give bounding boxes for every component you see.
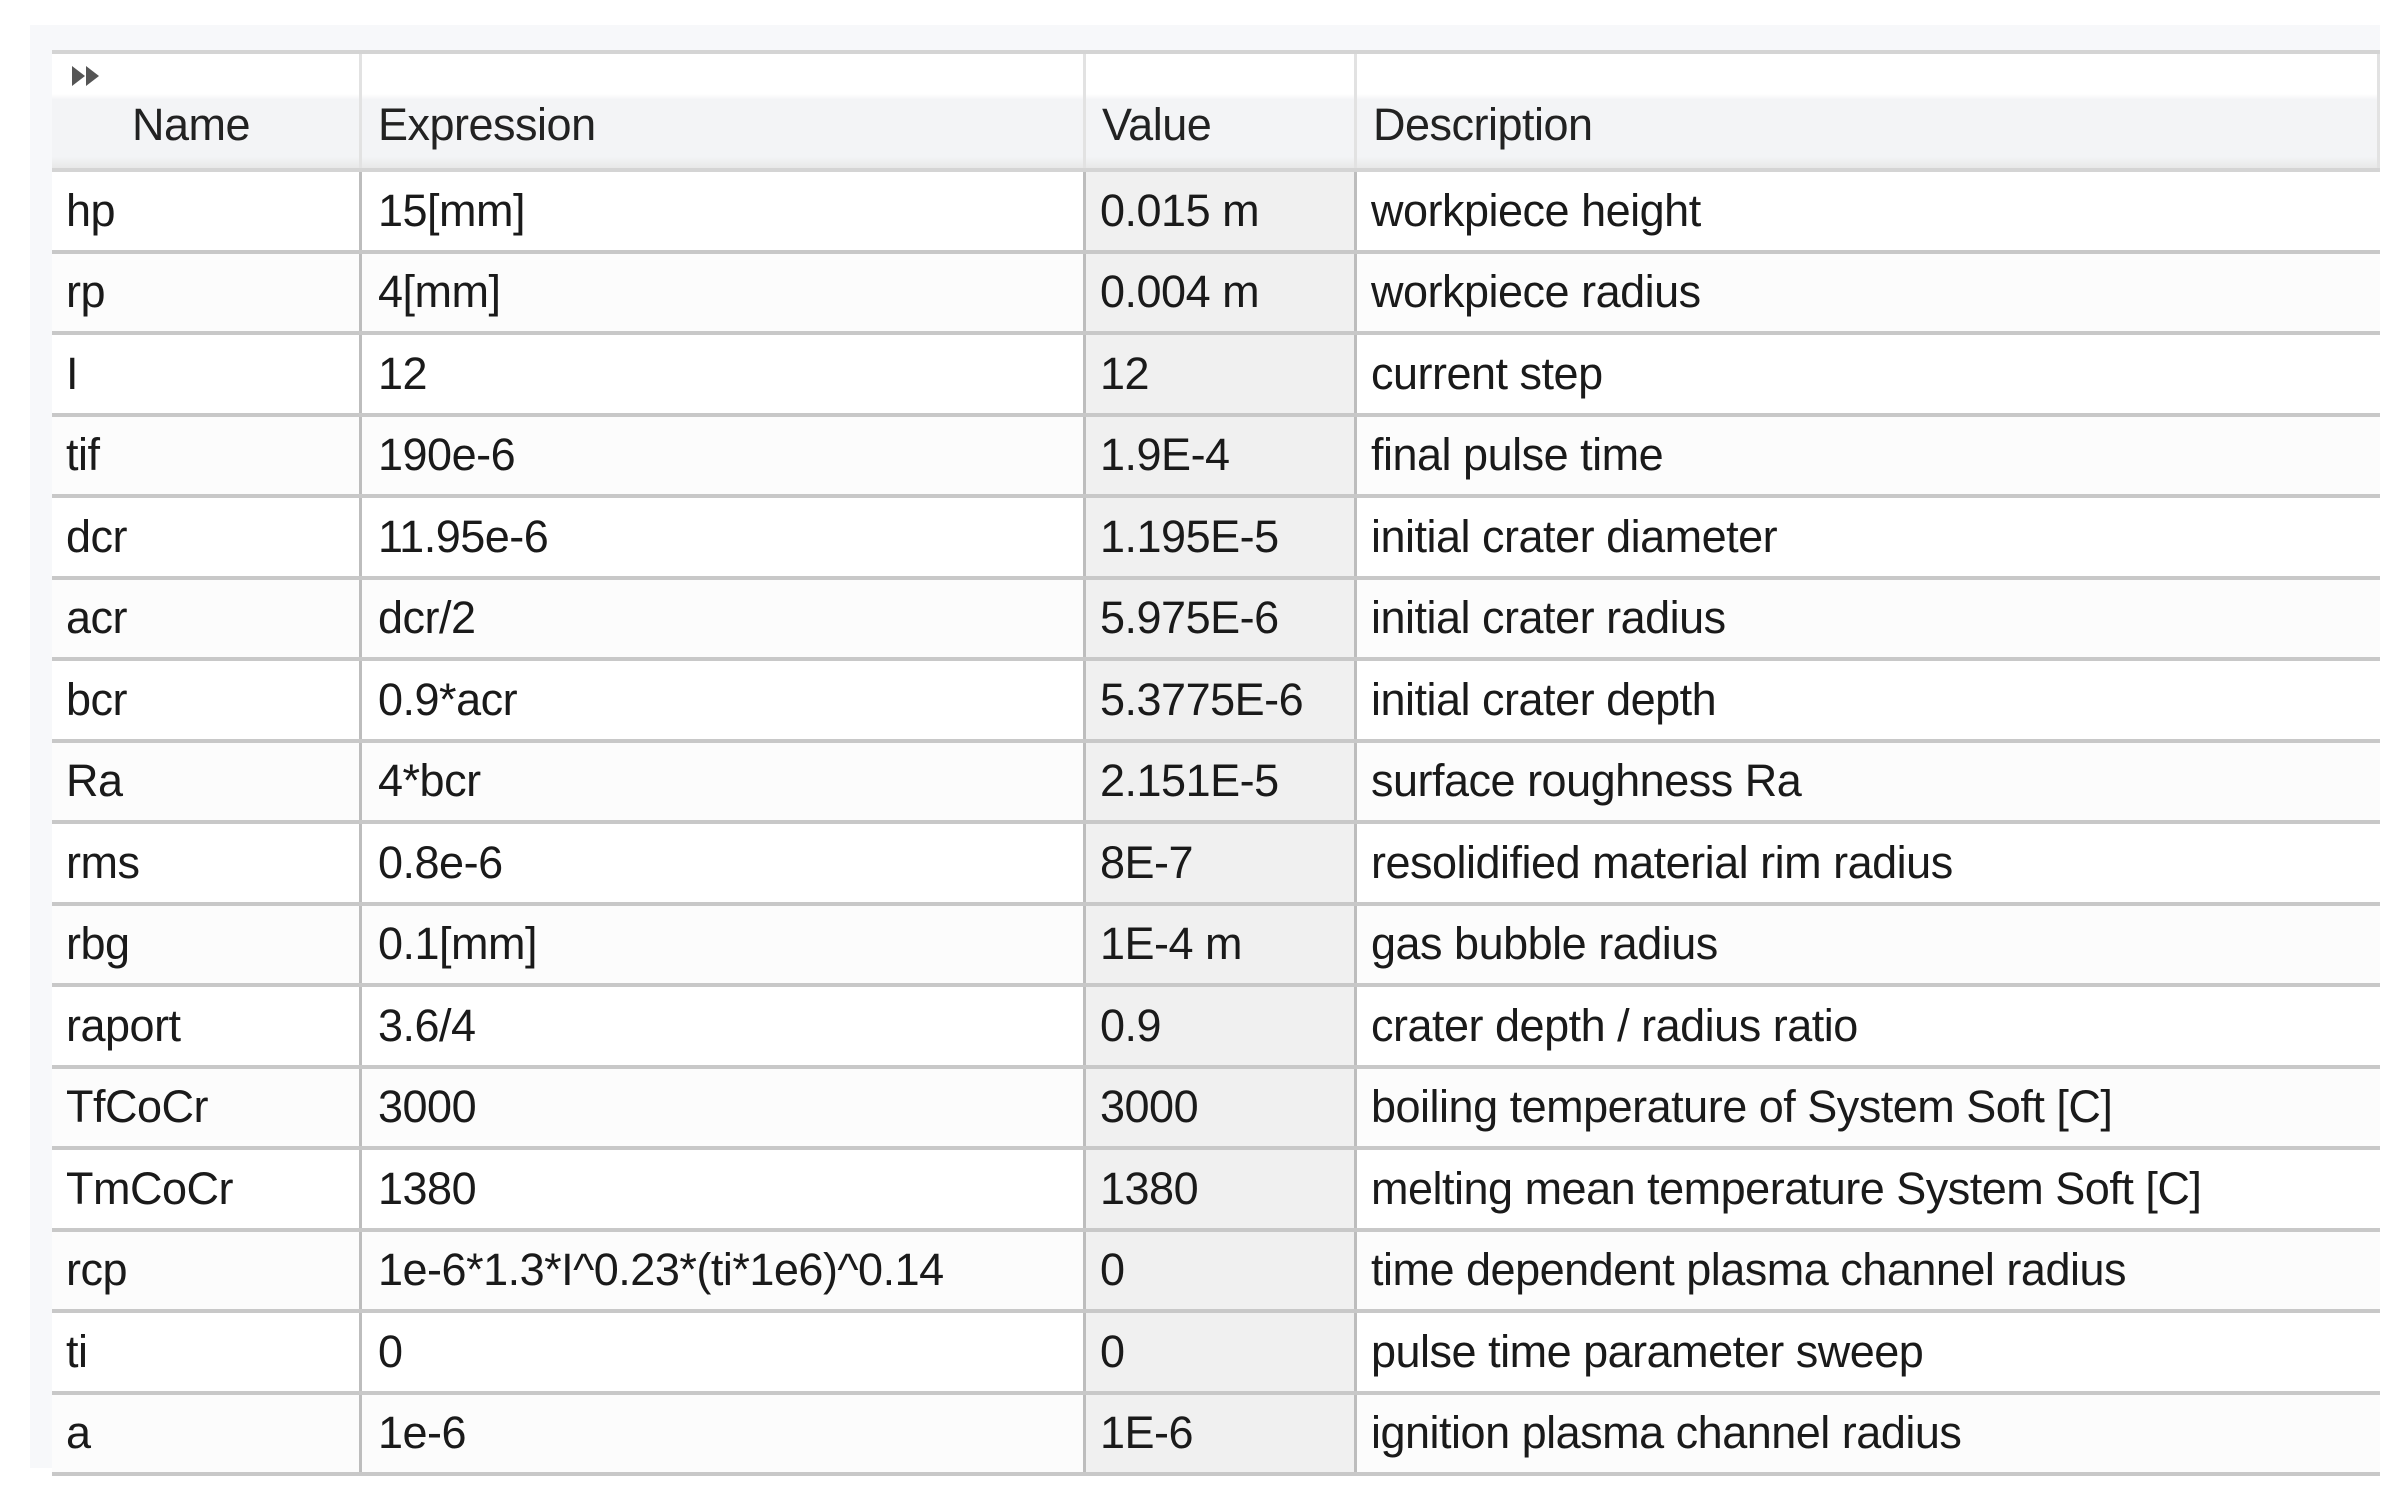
description-cell[interactable]: crater depth / radius ratio — [1371, 999, 1858, 1051]
name-cell[interactable]: rp — [52, 254, 362, 332]
expression-cell[interactable]: 15[mm] — [362, 172, 1086, 250]
table-row[interactable] — [52, 498, 2380, 580]
description-cell[interactable]: gas bubble radius — [1371, 918, 1718, 970]
table-row[interactable] — [52, 254, 2380, 336]
column-header-name[interactable] — [52, 54, 362, 168]
expression-cell[interactable]: 11.95e-6 — [362, 498, 1086, 576]
expression-cell[interactable]: 4*bcr — [362, 743, 1086, 821]
expression-cell[interactable]: 4[mm] — [362, 254, 1086, 332]
column-header-name-label: Name — [132, 99, 251, 150]
expression-cell[interactable]: 0.9*acr — [362, 661, 1086, 739]
table-row[interactable] — [52, 580, 2380, 662]
table-row[interactable] — [52, 1232, 2380, 1314]
table-header — [52, 54, 2380, 172]
table-body — [52, 172, 2380, 1476]
expression-cell[interactable]: 3000 — [362, 1069, 1086, 1147]
value-cell: 0.9 — [1086, 987, 1357, 1065]
value-cell: 8E-7 — [1086, 824, 1357, 902]
table-row[interactable] — [52, 1150, 2380, 1232]
name-cell[interactable]: rbg — [52, 906, 362, 984]
table-row[interactable] — [52, 824, 2380, 906]
expression-cell[interactable]: 0.1[mm] — [362, 906, 1086, 984]
value-cell: 12 — [1086, 335, 1357, 413]
value-cell: 5.3775E-6 — [1086, 661, 1357, 739]
parameters-table — [52, 50, 2380, 1476]
name-cell[interactable]: acr — [52, 580, 362, 658]
expression-cell[interactable]: 190e-6 — [362, 417, 1086, 495]
name-cell[interactable]: Ra — [52, 743, 362, 821]
name-cell[interactable]: TfCoCr — [52, 1069, 362, 1147]
name-cell[interactable]: TmCoCr — [52, 1150, 362, 1228]
expression-cell[interactable]: 1e-6*1.3*I^0.23*(ti*1e6)^0.14 — [362, 1232, 1086, 1310]
description-cell[interactable]: initial crater depth — [1371, 673, 1717, 725]
column-header-expression[interactable]: Expression — [362, 54, 1086, 168]
column-header-value[interactable]: Value — [1086, 54, 1357, 168]
expression-cell[interactable]: dcr/2 — [362, 580, 1086, 658]
table-row[interactable] — [52, 743, 2380, 825]
value-cell: 1380 — [1086, 1150, 1357, 1228]
name-cell[interactable]: I — [52, 335, 362, 413]
column-header-description[interactable]: Description — [1357, 54, 2380, 168]
name-cell[interactable]: a — [52, 1395, 362, 1473]
value-cell: 2.151E-5 — [1086, 743, 1357, 821]
value-cell: 1.9E-4 — [1086, 417, 1357, 495]
description-cell[interactable]: ignition plasma channel radius — [1371, 1407, 1962, 1459]
description-cell[interactable]: time dependent plasma channel radius — [1371, 1244, 2126, 1296]
table-row[interactable] — [52, 987, 2380, 1069]
description-cell[interactable]: initial crater radius — [1371, 592, 1726, 644]
expression-cell[interactable]: 12 — [362, 335, 1086, 413]
expand-double-arrow-icon[interactable] — [72, 66, 100, 86]
expression-cell[interactable]: 0 — [362, 1313, 1086, 1391]
description-cell[interactable]: workpiece height — [1371, 184, 1701, 236]
name-cell[interactable]: tif — [52, 417, 362, 495]
expression-cell[interactable]: 3.6/4 — [362, 987, 1086, 1065]
table-row[interactable] — [52, 335, 2380, 417]
description-cell[interactable]: workpiece radius — [1371, 266, 1701, 318]
description-cell[interactable]: current step — [1371, 347, 1603, 399]
name-cell[interactable]: hp — [52, 172, 362, 250]
value-cell: 1.195E-5 — [1086, 498, 1357, 576]
description-cell[interactable]: surface roughness Ra — [1371, 755, 1802, 807]
table-row[interactable] — [52, 661, 2380, 743]
name-cell[interactable]: ti — [52, 1313, 362, 1391]
description-cell[interactable]: boiling temperature of System Soft [C] — [1371, 1081, 2113, 1133]
value-cell: 1E-6 — [1086, 1395, 1357, 1473]
description-cell[interactable]: resolidified material rim radius — [1371, 836, 1953, 888]
name-cell[interactable]: rms — [52, 824, 362, 902]
value-cell: 0.015 m — [1086, 172, 1357, 250]
name-cell[interactable]: raport — [52, 987, 362, 1065]
table-row[interactable] — [52, 172, 2380, 254]
value-cell: 0.004 m — [1086, 254, 1357, 332]
name-cell[interactable]: bcr — [52, 661, 362, 739]
value-cell: 5.975E-6 — [1086, 580, 1357, 658]
description-cell[interactable]: pulse time parameter sweep — [1371, 1325, 1924, 1377]
description-cell[interactable]: initial crater diameter — [1371, 510, 1778, 562]
table-row[interactable] — [52, 1069, 2380, 1151]
name-cell[interactable]: dcr — [52, 498, 362, 576]
expression-cell[interactable]: 0.8e-6 — [362, 824, 1086, 902]
table-row[interactable] — [52, 906, 2380, 988]
description-cell[interactable]: melting mean temperature System Soft [C] — [1371, 1162, 2202, 1214]
name-cell[interactable]: rcp — [52, 1232, 362, 1310]
expression-cell[interactable]: 1380 — [362, 1150, 1086, 1228]
description-cell[interactable]: final pulse time — [1371, 429, 1664, 481]
table-row[interactable] — [52, 417, 2380, 499]
expression-cell[interactable]: 1e-6 — [362, 1395, 1086, 1473]
value-cell: 1E-4 m — [1086, 906, 1357, 984]
table-row[interactable] — [52, 1313, 2380, 1395]
value-cell: 3000 — [1086, 1069, 1357, 1147]
value-cell: 0 — [1086, 1232, 1357, 1310]
table-row[interactable] — [52, 1395, 2380, 1477]
value-cell: 0 — [1086, 1313, 1357, 1391]
